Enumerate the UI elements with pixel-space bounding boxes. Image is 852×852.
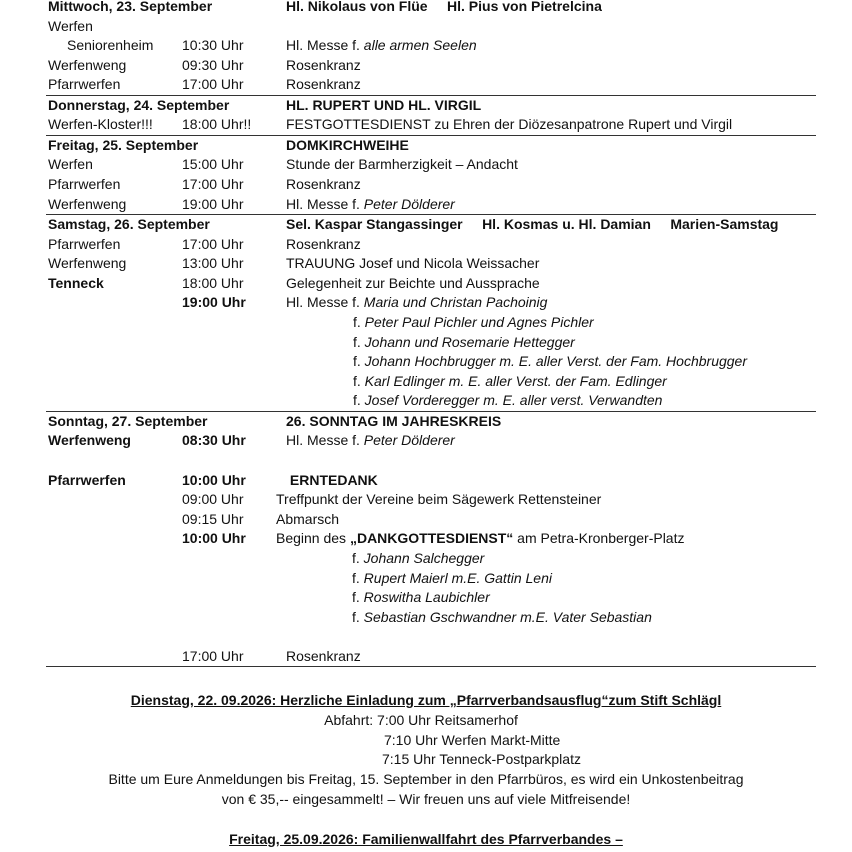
schedule-row xyxy=(0,194,852,214)
schedule-row xyxy=(0,607,852,627)
event-description: Beginn des „DANKGOTTESDIENST“ am Petra-Kronberger-Platz xyxy=(276,530,685,547)
event-description: Hl. Messe f. Maria und Christan Pachoinig xyxy=(286,294,548,311)
schedule-row xyxy=(0,312,852,332)
schedule-row xyxy=(0,371,852,391)
notice-1-departure-3: 7:15 Uhr Tenneck-Postparkplatz xyxy=(382,751,581,767)
time-label: 17:00 Uhr xyxy=(182,235,244,252)
event-description: f. Josef Vorderegger m. E. aller verst. Verwandten xyxy=(353,392,663,409)
event-description: Gelegenheit zur Beichte und Aussprache xyxy=(286,274,540,291)
time-label: 17:00 Uhr xyxy=(182,176,244,192)
day-header-row xyxy=(0,411,852,431)
schedule-row xyxy=(0,273,852,293)
event-description: Rosenkranz xyxy=(286,56,361,73)
schedule-row xyxy=(0,390,852,410)
time-label: 09:00 Uhr xyxy=(182,491,244,508)
location-label: Tenneck xyxy=(48,274,104,291)
time-label: 15:00 Uhr xyxy=(182,156,244,173)
location-label: Pfarrwerfen xyxy=(48,235,121,252)
intention-name: Johann Hochbrugger m. E. aller Verst. der Fam. Hochbrugger xyxy=(364,353,747,370)
intention-name: Rupert Maierl m.E. Gattin Leni xyxy=(363,569,552,586)
day-header-row xyxy=(0,135,852,155)
schedule-row xyxy=(0,174,852,194)
event-description: Treffpunkt der Vereine beim Sägewerk Rettensteiner xyxy=(276,491,602,508)
schedule-row xyxy=(0,253,852,273)
time-label: 19:00 Uhr xyxy=(182,195,244,212)
day-label: Sonntag, 27. September xyxy=(48,412,208,429)
event-description: Abmarsch xyxy=(276,510,340,527)
event-description: f. Rupert Maierl m.E. Gattin Leni xyxy=(352,569,552,586)
time-label: 10:30 Uhr xyxy=(182,37,244,54)
schedule-row xyxy=(0,114,852,134)
location-label: Pfarrwerfen xyxy=(48,471,126,488)
schedule-row xyxy=(0,430,852,450)
service-title: „DANKGOTTESDIENST“ xyxy=(349,530,514,547)
schedule-row xyxy=(0,292,852,312)
event-description: f. Peter Paul Pichler und Agnes Pichler xyxy=(353,314,594,330)
time-label: 09:30 Uhr xyxy=(182,56,244,73)
event-description: f. Sebastian Gschwandner m.E. Vater Sebastian xyxy=(352,608,652,625)
feast-label: HL. RUPERT UND HL. VIRGIL xyxy=(286,96,482,113)
day-label: Samstag, 26. September xyxy=(48,216,210,232)
schedule-row xyxy=(0,509,852,529)
schedule-row xyxy=(0,568,852,588)
intention-name: Josef Vorderegger m. E. aller verst. Verwandten xyxy=(364,392,663,409)
schedule-row xyxy=(0,74,852,94)
event-description: Rosenkranz xyxy=(286,76,361,93)
feast-label: DOMKIRCHWEIHE xyxy=(286,136,409,153)
time-label: 10:00 Uhr xyxy=(182,471,246,488)
section-divider xyxy=(46,666,816,667)
event-description: ERNTEDANK xyxy=(286,471,378,488)
notice-1-departure: Abfahrt: 7:00 Uhr Reitsamerhof xyxy=(324,712,518,728)
location-label: Werfen xyxy=(48,17,93,34)
event-description: Rosenkranz xyxy=(286,235,361,252)
event-description: f. Johann und Rosemarie Hettegger xyxy=(353,333,575,350)
schedule-row xyxy=(0,55,852,75)
day-header-row xyxy=(0,95,852,115)
location-label: Pfarrwerfen xyxy=(48,76,121,93)
notice-1-body-line-2: von € 35,-- eingesammelt! – Wir freuen uns auf viele Mitfreisende! xyxy=(221,791,631,807)
intention-name: Karl Edlinger m. E. aller Verst. der Fam. Edlinger xyxy=(364,372,667,389)
time-label: 13:00 Uhr xyxy=(182,255,244,272)
time-label: 10:00 Uhr xyxy=(182,530,246,547)
schedule-row xyxy=(0,470,852,490)
event-description: f. Roswitha Laubichler xyxy=(352,589,490,606)
intention-name: Johann und Rosemarie Hettegger xyxy=(364,333,575,350)
location-label: Werfen-Kloster!!! xyxy=(48,116,153,133)
schedule-row xyxy=(0,154,852,174)
event-description: Rosenkranz xyxy=(286,176,361,192)
day-label: Donnerstag, 24. September xyxy=(48,96,230,113)
day-label: Mittwoch, 23. September xyxy=(48,0,213,14)
event-description: Rosenkranz xyxy=(286,648,361,664)
time-label: 08:30 Uhr xyxy=(182,432,246,449)
intention-name: Maria und Christan Pachoinig xyxy=(363,294,548,311)
schedule-row xyxy=(0,351,852,371)
schedule-row xyxy=(0,16,852,36)
notice-1-body-line-1: Bitte um Eure Anmeldungen bis Freitag, 15. September in den Pfarrbüros, es wird ein Unkostenbeitrag xyxy=(108,771,744,787)
day-header-row xyxy=(0,0,852,16)
location-label: Werfenweng xyxy=(48,432,131,449)
feast-label: 26. SONNTAG IM JAHRESKREIS xyxy=(286,412,502,429)
event-description: Stunde der Barmherzigkeit – Andacht xyxy=(286,156,518,173)
time-label: 18:00 Uhr!! xyxy=(182,116,252,133)
time-label: 18:00 Uhr xyxy=(182,274,244,291)
notice-1-title: Dienstag, 22. 09.2026: Herzliche Einladung zum „Pfarrverbandsausflug“zum Stift Schlägl xyxy=(130,692,722,708)
event-description: f. Karl Edlinger m. E. aller Verst. der Fam. Edlinger xyxy=(353,372,667,389)
notice-1-departure-2: 7:10 Uhr Werfen Markt-Mitte xyxy=(384,732,561,748)
feast-label: Hl. Nikolaus von Flüe Hl. Pius von Pietrelcina xyxy=(286,0,602,14)
event-description: FESTGOTTESDIENST zu Ehren der Diözesanpatrone Rupert und Virgil xyxy=(286,116,733,133)
schedule-row xyxy=(0,35,852,55)
time-label: 19:00 Uhr xyxy=(182,294,246,311)
schedule-row xyxy=(0,489,852,509)
location-label: Seniorenheim xyxy=(67,37,154,54)
notice-2-title: Freitag, 25.09.2026: Familienwallfahrt des Pfarrverbandes – xyxy=(229,831,623,847)
intention-name: Sebastian Gschwandner m.E. Vater Sebastian xyxy=(363,608,652,625)
intention-name: Peter Paul Pichler und Agnes Pichler xyxy=(364,314,594,330)
schedule-row xyxy=(0,332,852,352)
feast-label: Sel. Kaspar Stangassinger Hl. Kosmas u. Hl. Damian Marien-Samstag xyxy=(286,216,779,232)
event-description: f. Johann Hochbrugger m. E. aller Verst. der Fam. Hochbrugger xyxy=(353,353,747,370)
schedule-row xyxy=(0,234,852,254)
time-label: 17:00 Uhr xyxy=(182,76,244,93)
event-description: f. Johann Salchegger xyxy=(352,550,485,566)
day-header-row xyxy=(0,214,852,234)
intention-name: alle armen Seelen xyxy=(363,37,477,54)
schedule-row xyxy=(0,646,852,666)
time-label: 09:15 Uhr xyxy=(182,510,244,527)
schedule-row xyxy=(0,528,852,548)
intention-name: Johann Salchegger xyxy=(363,550,485,566)
event-description: TRAUUNG Josef und Nicola Weissacher xyxy=(286,255,540,272)
intention-name: Peter Dölderer xyxy=(363,432,455,449)
intention-name: Roswitha Laubichler xyxy=(363,589,490,606)
location-label: Pfarrwerfen xyxy=(48,176,121,192)
schedule-row xyxy=(0,548,852,568)
event-description: Hl. Messe f. alle armen Seelen xyxy=(286,37,477,54)
event-description: Hl. Messe f. Peter Dölderer xyxy=(286,432,455,449)
location-label: Werfenweng xyxy=(48,255,127,272)
location-label: Werfenweng xyxy=(48,56,127,73)
location-label: Werfenweng xyxy=(48,195,127,212)
day-label: Freitag, 25. September xyxy=(48,136,199,153)
time-label: 17:00 Uhr xyxy=(182,648,244,664)
event-description: Hl. Messe f. Peter Dölderer xyxy=(286,195,455,212)
location-label: Werfen xyxy=(48,156,93,173)
intention-name: Peter Dölderer xyxy=(363,195,455,212)
schedule-row xyxy=(0,626,852,646)
schedule-row xyxy=(0,450,852,470)
schedule-row xyxy=(0,587,852,607)
